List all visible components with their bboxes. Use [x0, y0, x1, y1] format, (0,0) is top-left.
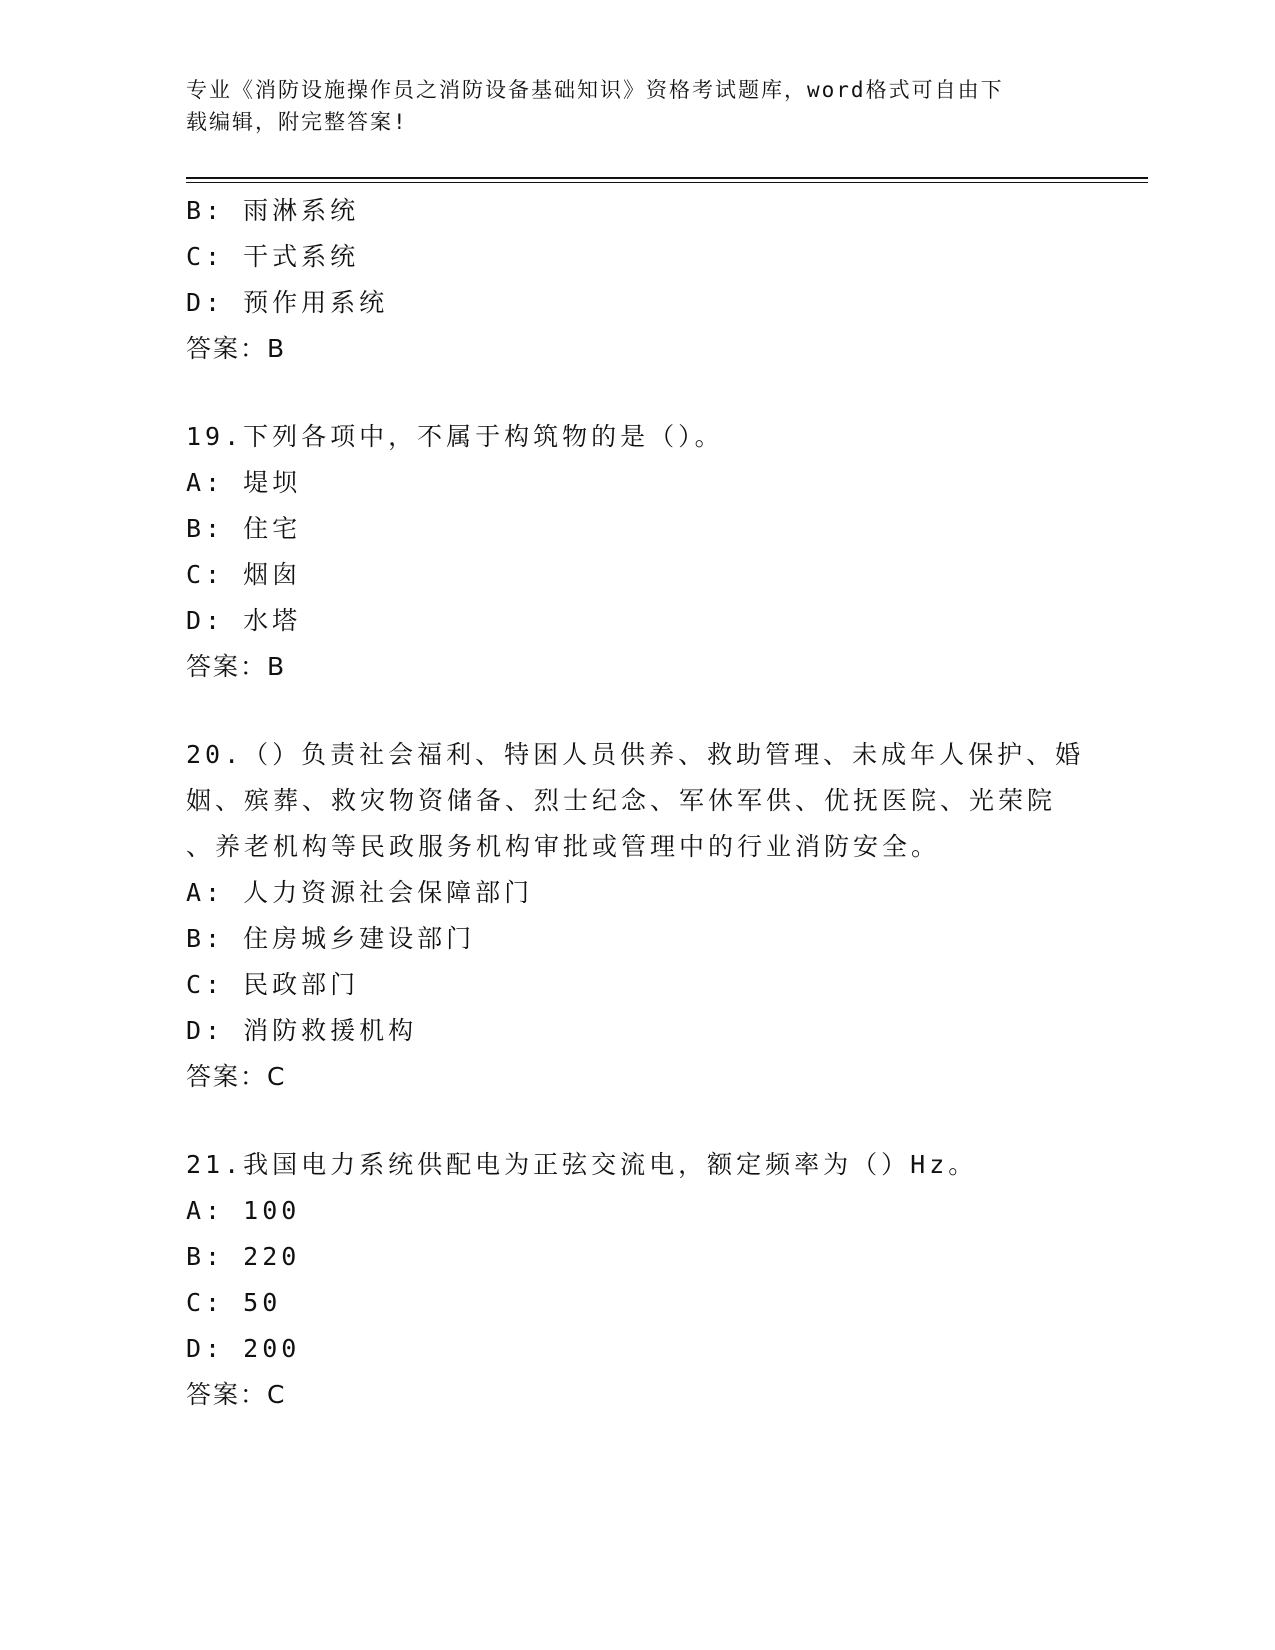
option-d: D: 200 [186, 1334, 301, 1363]
option-a: A: 堤坝 [186, 468, 302, 497]
question-partial-18 [186, 188, 1086, 372]
question-20 [186, 732, 1086, 1100]
option-b: B: 住宅 [186, 514, 302, 543]
option-a: A: 100 [186, 1196, 301, 1225]
option-b: B: 住房城乡建设部门 [186, 924, 476, 953]
option-c: C: 干式系统 [186, 242, 360, 271]
option-c: C: 50 [186, 1288, 282, 1317]
answer-line: 答案：C [186, 1062, 287, 1091]
option-c: C: 民政部门 [186, 970, 360, 999]
question-stem: 19.下列各项中，不属于构筑物的是（）。 [186, 422, 724, 451]
answer-line: 答案：C [186, 1380, 287, 1409]
option-d: D: 预作用系统 [186, 288, 389, 317]
header-line-1: 专业《消防设施操作员之消防设备基础知识》资格考试题库，word格式可自由下 [186, 78, 1004, 102]
option-c: C: 烟囱 [186, 560, 302, 589]
document-header [186, 74, 1086, 138]
question-stem-line-1: 20.（）负责社会福利、特困人员供养、救助管理、未成年人保护、婚 [186, 740, 1085, 769]
document-body [186, 188, 1086, 1418]
question-19 [186, 414, 1086, 690]
option-d: D: 水塔 [186, 606, 302, 635]
question-stem-line-3: 、养老机构等民政服务机构审批或管理中的行业消防安全。 [186, 832, 941, 861]
header-line-2: 载编辑，附完整答案! [186, 110, 408, 134]
answer-line: 答案：B [186, 652, 287, 681]
header-rule-thin [186, 182, 1148, 183]
option-d: D: 消防救援机构 [186, 1016, 418, 1045]
question-stem: 21.我国电力系统供配电为正弦交流电，额定频率为（）Hz。 [186, 1150, 978, 1179]
option-a: A: 人力资源社会保障部门 [186, 878, 534, 907]
question-stem-line-2: 姻、殡葬、救灾物资储备、烈士纪念、军休军供、优抚医院、光荣院 [186, 786, 1057, 815]
option-b: B: 220 [186, 1242, 301, 1271]
header-rule-thick [186, 177, 1148, 179]
question-21 [186, 1142, 1086, 1418]
answer-line: 答案：B [186, 334, 287, 363]
option-b: B: 雨淋系统 [186, 196, 360, 225]
